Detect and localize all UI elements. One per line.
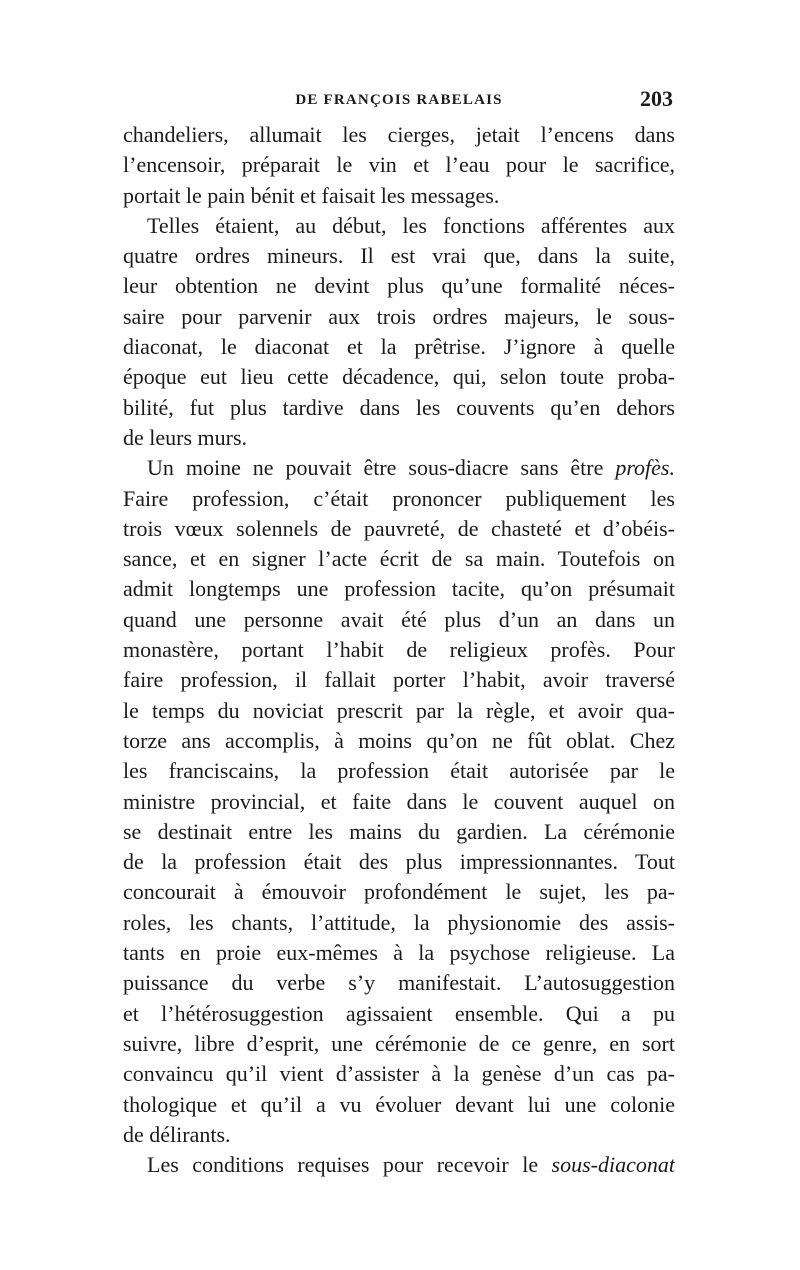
text-line: de la profession était des plus impressionnantes. Tout bbox=[123, 849, 675, 875]
text-line: convaincu qu’il vient d’assister à la genèse d’un cas pa- bbox=[123, 1061, 675, 1087]
text-line: quand une personne avait été plus d’un an dans un bbox=[123, 606, 675, 632]
italic-term-profes: profès. bbox=[615, 455, 675, 481]
text-line: suivre, libre d’esprit, une cérémonie de ce genre, en sort bbox=[123, 1030, 675, 1056]
text-line: saire pour parvenir aux trois ordres majeurs, le sous- bbox=[123, 303, 675, 329]
paragraph-start-line bbox=[123, 1150, 675, 1180]
text-line: concourait à émouvoir profondément le sujet, les pa- bbox=[123, 879, 675, 905]
text-line: portait le pain bénit et faisait les messages. bbox=[123, 182, 500, 208]
text-line: sance, et en signer l’acte écrit de sa main. Toutefois on bbox=[123, 546, 675, 572]
text-line: le temps du noviciat prescrit par la règle, et avoir qua- bbox=[123, 697, 675, 723]
text-line: Faire profession, c’était prononcer publiquement les bbox=[123, 485, 675, 511]
text-segment: Un moine ne pouvait être sous-diacre sans être bbox=[147, 455, 616, 481]
italic-term-sous-diaconat: sous-diaconat bbox=[551, 1152, 675, 1178]
text-line: thologique et qu’il a vu évoluer devant lui une colonie bbox=[123, 1091, 675, 1117]
text-segment: Les conditions requises pour recevoir le bbox=[147, 1152, 552, 1178]
text-line: leur obtention ne devint plus qu’une formalité néces- bbox=[123, 273, 675, 299]
text-line: chandeliers, allumait les cierges, jetait l’encens dans bbox=[123, 122, 675, 147]
text-line: quatre ordres mineurs. Il est vrai que, dans la suite, bbox=[123, 243, 675, 269]
text-line: de délirants. bbox=[123, 1121, 231, 1147]
text-line: faire profession, il fallait porter l’habit, avoir traversé bbox=[123, 667, 675, 693]
text-line: roles, les chants, l’attitude, la physionomie des assis- bbox=[123, 909, 675, 935]
book-page bbox=[123, 86, 675, 1180]
text-line: trois vœux solennels de pauvreté, de chasteté et d’obéis- bbox=[123, 515, 675, 541]
text-line: de leurs murs. bbox=[123, 424, 248, 450]
running-title: DE FRANÇOIS RABELAIS bbox=[295, 92, 503, 108]
paragraph-start-line bbox=[123, 453, 675, 483]
body-text bbox=[123, 120, 675, 1180]
text-line: torze ans accomplis, à moins qu’on ne fût oblat. Chez bbox=[123, 727, 675, 753]
text-line: diaconat, le diaconat et la prêtrise. J’ignore à quelle bbox=[123, 334, 675, 360]
text-line: puissance du verbe s’y manifestait. L’autosuggestion bbox=[123, 970, 675, 996]
text-line: bilité, fut plus tardive dans les couvents qu’en dehors bbox=[123, 394, 675, 420]
text-line: monastère, portant l’habit de religieux profès. Pour bbox=[123, 637, 675, 663]
running-head bbox=[123, 86, 675, 118]
text-line: l’encensoir, préparait le vin et l’eau pour le sacrifice, bbox=[123, 152, 675, 178]
text-line: tants en proie eux-mêmes à la psychose religieuse. La bbox=[123, 940, 675, 966]
page-number: 203 bbox=[640, 86, 673, 111]
paragraph-start-line: Telles étaient, au début, les fonctions afférentes aux bbox=[147, 212, 675, 238]
text-line: admit longtemps une profession tacite, qu’on présumait bbox=[123, 576, 675, 602]
text-line: et l’hétérosuggestion agissaient ensemble. Qui a pu bbox=[123, 1000, 675, 1026]
text-line: ministre provincial, et faite dans le couvent auquel on bbox=[123, 788, 675, 814]
text-line: époque eut lieu cette décadence, qui, selon toute proba- bbox=[123, 364, 675, 390]
text-line: se destinait entre les mains du gardien. La cérémonie bbox=[123, 818, 675, 844]
text-line: les franciscains, la profession était autorisée par le bbox=[123, 758, 675, 784]
